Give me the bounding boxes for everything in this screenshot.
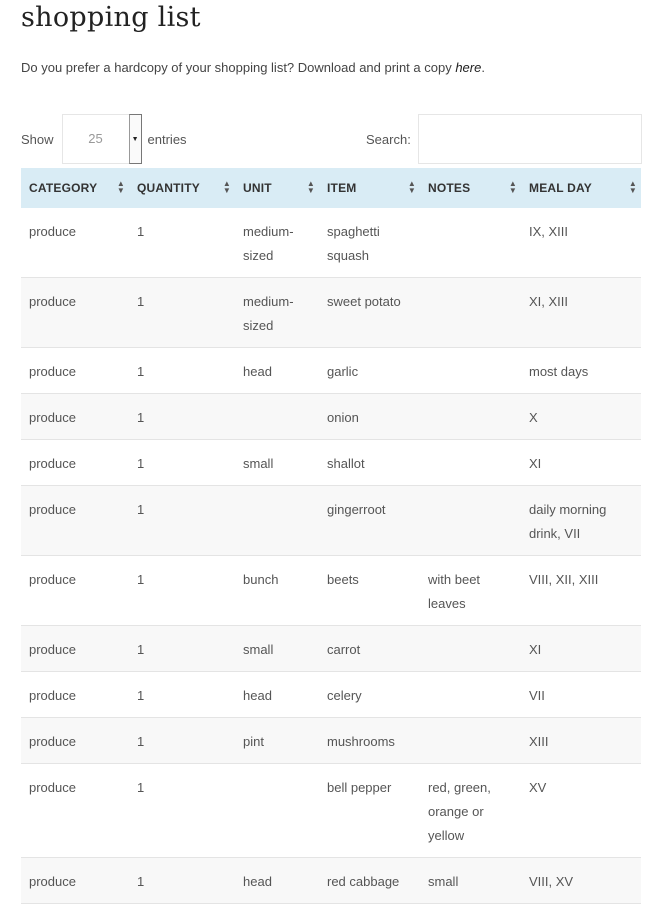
column-header-category[interactable] [21, 168, 129, 208]
cell-quantity: 1 [129, 394, 235, 440]
cell-category: produce [21, 718, 129, 764]
cell-quantity: 1 [129, 486, 235, 556]
column-header-notes[interactable] [420, 168, 521, 208]
cell-notes [420, 208, 521, 278]
column-header-label: UNIT [243, 181, 272, 195]
table-row [21, 718, 641, 764]
cell-meal-day: VIII, XV [521, 858, 641, 904]
cell-category: produce [21, 348, 129, 394]
cell-unit [235, 764, 319, 858]
table-row [21, 440, 641, 486]
intro-end: . [481, 60, 485, 75]
table-header-row [21, 168, 641, 208]
chevron-down-icon: ▼ [129, 114, 142, 164]
cell-quantity: 1 [129, 278, 235, 348]
cell-category: produce [21, 486, 129, 556]
cell-quantity: 1 [129, 672, 235, 718]
cell-meal-day: most days [521, 348, 641, 394]
sort-icon: ▲ ▼ [116, 179, 125, 195]
cell-category: produce [21, 394, 129, 440]
entries-select-value: 25 [88, 131, 103, 146]
column-header-label: QUANTITY [137, 181, 200, 195]
cell-meal-day: XI [521, 626, 641, 672]
cell-category: produce [21, 208, 129, 278]
table-row [21, 858, 641, 904]
cell-unit: head [235, 672, 319, 718]
cell-notes [420, 440, 521, 486]
cell-item: carrot [319, 626, 420, 672]
cell-quantity: 1 [129, 718, 235, 764]
cell-notes: small [420, 858, 521, 904]
column-header-label: NOTES [428, 181, 471, 195]
cell-unit: head [235, 858, 319, 904]
cell-meal-day: XI, XIII [521, 278, 641, 348]
table-row [21, 486, 641, 556]
search-label: Search: [366, 131, 411, 147]
download-link[interactable]: here [455, 60, 482, 75]
column-header-meal-day[interactable] [521, 168, 641, 208]
cell-quantity: 1 [129, 858, 235, 904]
cell-meal-day: XV [521, 764, 641, 858]
cell-notes [420, 626, 521, 672]
page-title: shopping list [21, 2, 201, 33]
cell-unit [235, 394, 319, 440]
entries-select[interactable] [62, 114, 142, 164]
cell-quantity: 1 [129, 626, 235, 672]
table-body [21, 208, 641, 904]
cell-quantity: 1 [129, 764, 235, 858]
cell-category: produce [21, 764, 129, 858]
cell-notes [420, 394, 521, 440]
cell-meal-day: daily morning drink, VII [521, 486, 641, 556]
table-row [21, 348, 641, 394]
cell-category: produce [21, 858, 129, 904]
sort-icon: ▲ ▼ [407, 179, 416, 195]
search-input[interactable] [418, 114, 642, 164]
table-row [21, 672, 641, 718]
cell-unit: bunch [235, 556, 319, 626]
cell-quantity: 1 [129, 208, 235, 278]
cell-item: shallot [319, 440, 420, 486]
cell-meal-day: XIII [521, 718, 641, 764]
cell-category: produce [21, 672, 129, 718]
cell-notes: red, green, orange or yellow [420, 764, 521, 858]
cell-unit: medium-sized [235, 278, 319, 348]
column-header-label: ITEM [327, 181, 357, 195]
sort-icon: ▲ ▼ [306, 179, 315, 195]
table-row [21, 626, 641, 672]
cell-item: garlic [319, 348, 420, 394]
intro-text [21, 60, 485, 75]
cell-unit: medium-sized [235, 208, 319, 278]
column-header-label: CATEGORY [29, 181, 98, 195]
cell-notes [420, 718, 521, 764]
search-control [366, 113, 642, 165]
table-row [21, 556, 641, 626]
cell-item: bell pepper [319, 764, 420, 858]
cell-item: red cabbage [319, 858, 420, 904]
cell-meal-day: IX, XIII [521, 208, 641, 278]
cell-category: produce [21, 440, 129, 486]
cell-category: produce [21, 556, 129, 626]
sort-icon: ▲ ▼ [628, 179, 637, 195]
cell-meal-day: VIII, XII, XIII [521, 556, 641, 626]
entries-length-control [21, 113, 187, 165]
table-row [21, 394, 641, 440]
cell-notes [420, 278, 521, 348]
cell-notes [420, 672, 521, 718]
entries-label: entries [147, 131, 187, 147]
cell-category: produce [21, 278, 129, 348]
column-header-label: MEAL DAY [529, 181, 592, 195]
shopping-table [21, 168, 641, 904]
cell-meal-day: XI [521, 440, 641, 486]
cell-unit: head [235, 348, 319, 394]
cell-item: spaghetti squash [319, 208, 420, 278]
cell-notes [420, 486, 521, 556]
cell-unit: small [235, 626, 319, 672]
cell-notes: with beet leaves [420, 556, 521, 626]
cell-item: celery [319, 672, 420, 718]
sort-icon: ▲ ▼ [508, 179, 517, 195]
cell-item: beets [319, 556, 420, 626]
column-header-quantity[interactable] [129, 168, 235, 208]
cell-meal-day: VII [521, 672, 641, 718]
column-header-unit[interactable] [235, 168, 319, 208]
show-label: Show [21, 131, 54, 147]
cell-item: sweet potato [319, 278, 420, 348]
intro-sentence: Do you prefer a hardcopy of your shopping list? Download and print a copy [21, 60, 456, 75]
cell-unit: small [235, 440, 319, 486]
cell-item: onion [319, 394, 420, 440]
cell-unit [235, 486, 319, 556]
cell-category: produce [21, 626, 129, 672]
cell-unit: pint [235, 718, 319, 764]
cell-notes [420, 348, 521, 394]
sort-icon: ▲ ▼ [222, 179, 231, 195]
table-row [21, 278, 641, 348]
cell-item: gingerroot [319, 486, 420, 556]
table-row [21, 208, 641, 278]
cell-quantity: 1 [129, 348, 235, 394]
cell-meal-day: X [521, 394, 641, 440]
cell-quantity: 1 [129, 556, 235, 626]
cell-item: mushrooms [319, 718, 420, 764]
cell-quantity: 1 [129, 440, 235, 486]
table-row [21, 764, 641, 858]
column-header-item[interactable] [319, 168, 420, 208]
